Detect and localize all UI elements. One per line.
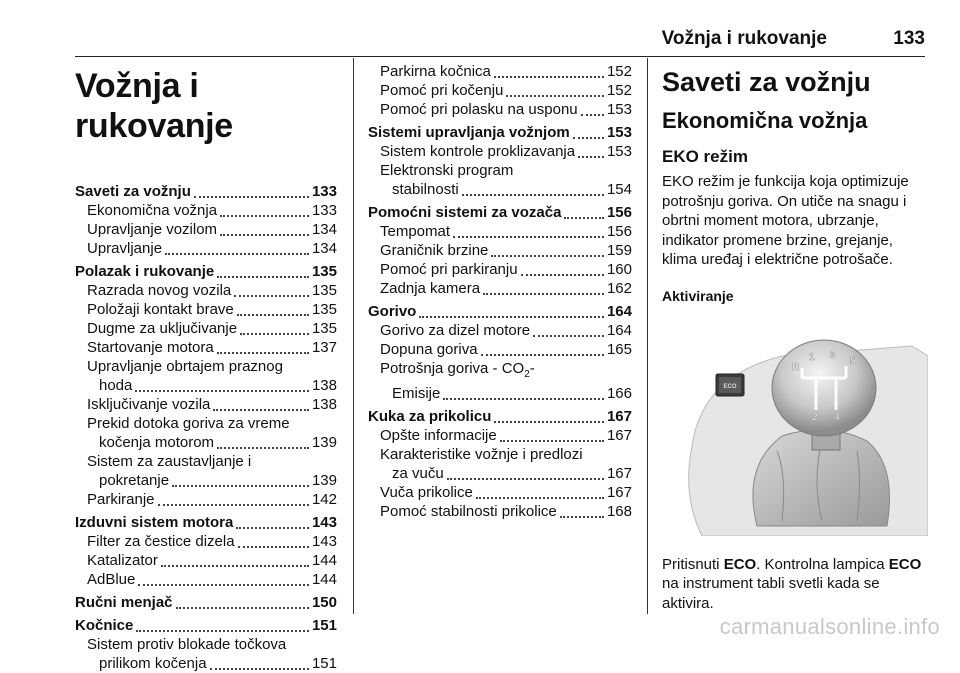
dot-leader bbox=[506, 94, 604, 97]
toc-entry-label: za vuču bbox=[392, 465, 444, 482]
dot-leader bbox=[494, 75, 604, 78]
chapter-title: Vožnja i rukovanje bbox=[75, 67, 233, 145]
toc-entry-link[interactable] bbox=[75, 433, 337, 452]
page-header bbox=[75, 22, 925, 57]
gear-number: 4 bbox=[834, 411, 840, 423]
dot-leader bbox=[453, 235, 604, 238]
toc-page-number: 156 bbox=[606, 204, 632, 221]
toc-entry-label: Dopuna goriva bbox=[380, 341, 478, 358]
gear-number: R bbox=[792, 361, 800, 373]
dot-leader bbox=[533, 334, 604, 337]
toc-entry-label: Pomoćni sistemi za vozača bbox=[368, 204, 562, 221]
toc-page-number: 135 bbox=[311, 301, 337, 318]
toc-entry-link[interactable] bbox=[75, 220, 337, 239]
dot-leader bbox=[217, 446, 309, 449]
toc-entry-link[interactable] bbox=[75, 654, 337, 673]
text-run: na instrument tabli svetli kada se aktivira. bbox=[662, 575, 880, 612]
toc-page-number: 138 bbox=[311, 396, 337, 413]
subsection-heading: Ekonomična vožnja bbox=[662, 108, 868, 133]
toc-entry-label: Upravljanje obrtajem praznog bbox=[87, 358, 283, 375]
toc-section-link[interactable] bbox=[368, 302, 632, 321]
toc-page-number: 167 bbox=[606, 427, 632, 444]
toc-entry-link[interactable] bbox=[368, 483, 632, 502]
section-heading: Saveti za vožnju bbox=[662, 67, 871, 97]
toc-entry-link[interactable] bbox=[75, 319, 337, 338]
dot-leader bbox=[447, 477, 604, 480]
toc-page-number: 135 bbox=[311, 320, 337, 337]
toc-entry-label: Ekonomična vožnja bbox=[87, 202, 218, 219]
toc-entry-suffix: - bbox=[529, 360, 535, 377]
toc-page-number: 167 bbox=[606, 465, 632, 482]
toc-entry-label: Sistem protiv blokade točkova bbox=[87, 636, 287, 653]
toc-page-number: 154 bbox=[606, 181, 632, 198]
toc-list bbox=[368, 62, 632, 521]
toc-entry-label: Dugme za uključivanje bbox=[87, 320, 238, 337]
dot-leader bbox=[521, 273, 604, 276]
toc-entry-label: Parkiranje bbox=[87, 491, 155, 508]
dot-leader bbox=[573, 136, 604, 139]
column-divider bbox=[647, 58, 648, 614]
toc-entry-link[interactable] bbox=[75, 570, 337, 589]
toc-section-link[interactable] bbox=[75, 262, 337, 281]
toc-entry-label: Položaji kontakt brave bbox=[87, 301, 234, 318]
toc-entry-label: AdBlue bbox=[87, 571, 136, 588]
toc-entry-label: prilikom kočenja bbox=[99, 655, 207, 672]
toc-entry-label: Tempomat bbox=[380, 223, 451, 240]
toc-page-number: 160 bbox=[606, 261, 632, 278]
toc-entry-label: Karakteristike vožnje i predlozi bbox=[380, 446, 583, 463]
toc-column-1 bbox=[75, 56, 337, 673]
toc-page-number: 162 bbox=[606, 280, 632, 297]
page-number: 133 bbox=[893, 28, 925, 49]
toc-entry-label: Gorivo za dizel motore bbox=[380, 322, 531, 339]
toc-entry-link[interactable] bbox=[368, 100, 632, 119]
dot-leader bbox=[494, 420, 604, 423]
toc-entry-link[interactable] bbox=[368, 142, 632, 161]
toc-entry-link[interactable] bbox=[75, 300, 337, 319]
toc-entry-label: Parkirna kočnica bbox=[380, 63, 491, 80]
toc-entry-text bbox=[368, 445, 632, 464]
toc-page-number: 143 bbox=[311, 514, 337, 531]
toc-section-link[interactable] bbox=[75, 182, 337, 201]
toc-section-link[interactable] bbox=[368, 203, 632, 222]
toc-entry-link[interactable] bbox=[368, 62, 632, 81]
dot-leader bbox=[564, 216, 604, 219]
toc-entry-label: Polazak i rukovanje bbox=[75, 263, 215, 280]
dot-leader bbox=[213, 408, 309, 411]
toc-entry-label: Emisije bbox=[392, 385, 441, 402]
toc-entry-label: Ručni menjač bbox=[75, 594, 173, 611]
description-paragraph: EKO režim je funkcija koja optimizuje potrošnju goriva. On utiče na snagu i obrtni moment motora, ubrzanje, indikator promene brzine, grejanje, klima uređaj i električne potrošače. bbox=[662, 173, 909, 268]
dot-leader bbox=[210, 667, 309, 670]
toc-page-number: 164 bbox=[606, 322, 632, 339]
toc-page-number: 134 bbox=[311, 221, 337, 238]
dot-leader bbox=[172, 484, 309, 487]
text-run: Pritisnuti bbox=[662, 555, 724, 573]
toc-page-number: 135 bbox=[311, 282, 337, 299]
toc-entry-link[interactable] bbox=[368, 260, 632, 279]
toc-page-number: 133 bbox=[311, 183, 337, 200]
running-title: Vožnja i rukovanje bbox=[661, 28, 827, 49]
column-divider bbox=[353, 58, 354, 614]
toc-entry-label: Potrošnja goriva - CO bbox=[380, 360, 525, 377]
toc-entry-label: kočenja motorom bbox=[99, 434, 215, 451]
toc-page-number: 156 bbox=[606, 223, 632, 240]
toc-page-number: 134 bbox=[311, 240, 337, 257]
dot-leader bbox=[217, 351, 309, 354]
toc-page-number: 139 bbox=[311, 472, 337, 489]
toc-page-number: 144 bbox=[311, 552, 337, 569]
toc-section-link[interactable] bbox=[368, 407, 632, 426]
dot-leader bbox=[165, 252, 309, 255]
toc-entry-link[interactable] bbox=[368, 279, 632, 298]
dot-leader bbox=[483, 292, 604, 295]
toc-entry-link[interactable] bbox=[75, 201, 337, 220]
toc-column-2 bbox=[368, 62, 632, 521]
toc-entry-link[interactable] bbox=[75, 338, 337, 357]
toc-entry-label: Startovanje motora bbox=[87, 339, 214, 356]
toc-entry-label: Katalizator bbox=[87, 552, 158, 569]
toc-entry-label: Elektronski program bbox=[380, 162, 514, 179]
toc-page-number: 153 bbox=[606, 124, 632, 141]
eco-term: ECO bbox=[723, 555, 757, 573]
toc-entry-link[interactable] bbox=[368, 222, 632, 241]
dot-leader bbox=[491, 254, 604, 257]
toc-entry-link[interactable] bbox=[75, 551, 337, 570]
toc-section-link[interactable] bbox=[75, 593, 337, 612]
dot-leader bbox=[581, 113, 604, 116]
toc-page-number: 137 bbox=[311, 339, 337, 356]
toc-page-number: 167 bbox=[606, 484, 632, 501]
gear-number: 1 bbox=[809, 351, 815, 363]
toc-page-number: 166 bbox=[606, 385, 632, 402]
gear-number: 2 bbox=[812, 411, 818, 423]
toc-entry-label: Zadnja kamera bbox=[380, 280, 481, 297]
toc-page-number: 165 bbox=[606, 341, 632, 358]
toc-entry-link[interactable] bbox=[75, 490, 337, 509]
toc-entry-label: Prekid dotoka goriva za vreme bbox=[87, 415, 290, 432]
toc-entry-label: Sistem kontrole proklizavanja bbox=[380, 143, 576, 160]
toc-entry-text bbox=[75, 414, 337, 433]
toc-page-number: 133 bbox=[311, 202, 337, 219]
dot-leader bbox=[476, 496, 604, 499]
dot-leader bbox=[158, 503, 309, 506]
dot-leader bbox=[481, 353, 604, 356]
toc-entry-label: Filter za čestice dizela bbox=[87, 533, 235, 550]
toc-entry-label: Sistem za zaustavljanje i bbox=[87, 453, 252, 470]
toc-entry-label: Pomoć pri polasku na usponu bbox=[380, 101, 578, 118]
dot-leader bbox=[234, 294, 309, 297]
toc-entry-label: Gorivo bbox=[368, 303, 417, 320]
instruction-paragraph bbox=[662, 555, 928, 614]
toc-entry-label: Izduvni sistem motora bbox=[75, 514, 234, 531]
toc-entry-label: Upravljanje vozilom bbox=[87, 221, 218, 238]
toc-entry-label: Saveti za vožnju bbox=[75, 183, 191, 200]
dot-leader bbox=[194, 195, 309, 198]
toc-entry-link[interactable] bbox=[368, 464, 632, 483]
toc-entry-label: Kuka za prikolicu bbox=[368, 408, 492, 425]
toc-entry-link[interactable] bbox=[75, 239, 337, 258]
toc-entry-link[interactable] bbox=[368, 384, 632, 403]
toc-entry-label: Upravljanje bbox=[87, 240, 163, 257]
dot-leader bbox=[220, 233, 309, 236]
toc-page-number: 142 bbox=[311, 491, 337, 508]
gear-number: 5 bbox=[850, 355, 856, 367]
watermark: carmanualsonline.info bbox=[719, 614, 940, 639]
toc-page-number: 159 bbox=[606, 242, 632, 259]
toc-entry-text bbox=[75, 452, 337, 471]
toc-entry-label: stabilnosti bbox=[392, 181, 459, 198]
toc-entry-label: Kočnice bbox=[75, 617, 134, 634]
toc-entry-text bbox=[368, 359, 632, 384]
toc-entry-link[interactable] bbox=[75, 395, 337, 414]
toc-entry-text bbox=[368, 161, 632, 180]
text-run: . Kontrolna lampica bbox=[756, 555, 889, 573]
toc-section-link[interactable] bbox=[368, 123, 632, 142]
toc-page-number: 153 bbox=[606, 143, 632, 160]
toc-page-number: 164 bbox=[606, 303, 632, 320]
toc-entry-label: Razrada novog vozila bbox=[87, 282, 232, 299]
dot-leader bbox=[419, 315, 604, 318]
dot-leader bbox=[443, 397, 604, 400]
topic-heading: EKO režim bbox=[662, 147, 748, 166]
dot-leader bbox=[217, 275, 309, 278]
toc-page-number: 139 bbox=[311, 434, 337, 451]
activation-heading: Aktiviranje bbox=[662, 287, 734, 304]
toc-entry-label: Opšte informacije bbox=[380, 427, 497, 444]
toc-entry-text bbox=[75, 635, 337, 654]
gear-shift-illustration bbox=[662, 316, 928, 536]
toc-entry-link[interactable] bbox=[75, 532, 337, 551]
toc-entry-label: Isključivanje vozila bbox=[87, 396, 211, 413]
content-column bbox=[662, 62, 928, 613]
toc-page-number: 168 bbox=[606, 503, 632, 520]
dot-leader bbox=[176, 606, 309, 609]
toc-page-number: 152 bbox=[606, 82, 632, 99]
eco-button-label: ECO bbox=[723, 383, 737, 390]
toc-page-number: 138 bbox=[311, 377, 337, 394]
toc-page-number: 150 bbox=[311, 594, 337, 611]
dot-leader bbox=[237, 313, 309, 316]
toc-page-number: 152 bbox=[606, 63, 632, 80]
toc-page-number: 167 bbox=[606, 408, 632, 425]
toc-entry-link[interactable] bbox=[368, 321, 632, 340]
toc-entry-label: Pomoć pri kočenju bbox=[380, 82, 504, 99]
toc-entry-text bbox=[75, 357, 337, 376]
gear-number: 3 bbox=[830, 349, 836, 361]
dot-leader bbox=[136, 629, 309, 632]
toc-entry-label: Graničnik brzine bbox=[380, 242, 489, 259]
dot-leader bbox=[161, 564, 309, 567]
dot-leader bbox=[138, 583, 309, 586]
toc-entry-label: Pomoć stabilnosti prikolice bbox=[380, 503, 557, 520]
toc-entry-link[interactable] bbox=[368, 502, 632, 521]
dot-leader bbox=[220, 214, 309, 217]
toc-page-number: 153 bbox=[606, 101, 632, 118]
toc-entry-link[interactable] bbox=[75, 376, 337, 395]
toc-page-number: 144 bbox=[311, 571, 337, 588]
toc-entry-label: pokretanje bbox=[99, 472, 170, 489]
toc-section-link[interactable] bbox=[75, 616, 337, 635]
toc-page-number: 151 bbox=[311, 617, 337, 634]
dot-leader bbox=[236, 526, 309, 529]
toc-entry-link[interactable] bbox=[75, 471, 337, 490]
toc-entry-link[interactable] bbox=[368, 340, 632, 359]
eco-term: ECO bbox=[888, 555, 922, 573]
dot-leader bbox=[238, 545, 309, 548]
dot-leader bbox=[135, 389, 309, 392]
subscript: 2 bbox=[524, 369, 530, 380]
toc-entry-link[interactable] bbox=[368, 81, 632, 100]
toc-page-number: 143 bbox=[311, 533, 337, 550]
dot-leader bbox=[500, 439, 604, 442]
toc-entry-link[interactable] bbox=[75, 281, 337, 300]
dot-leader bbox=[578, 155, 604, 158]
toc-entry-link[interactable] bbox=[368, 180, 632, 199]
toc-page-number: 135 bbox=[311, 263, 337, 280]
dot-leader bbox=[560, 515, 604, 518]
toc-list bbox=[75, 182, 337, 673]
toc-entry-link[interactable] bbox=[368, 241, 632, 260]
toc-entry-label: Pomoć pri parkiranju bbox=[380, 261, 518, 278]
toc-entry-label: Sistemi upravljanja vožnjom bbox=[368, 124, 570, 141]
toc-section-link[interactable] bbox=[75, 513, 337, 532]
toc-entry-label: Vuča prikolice bbox=[380, 484, 473, 501]
toc-entry-label: hoda bbox=[99, 377, 133, 394]
toc-entry-link[interactable] bbox=[368, 426, 632, 445]
toc-page-number: 151 bbox=[311, 655, 337, 672]
dot-leader bbox=[240, 332, 309, 335]
dot-leader bbox=[462, 193, 604, 196]
